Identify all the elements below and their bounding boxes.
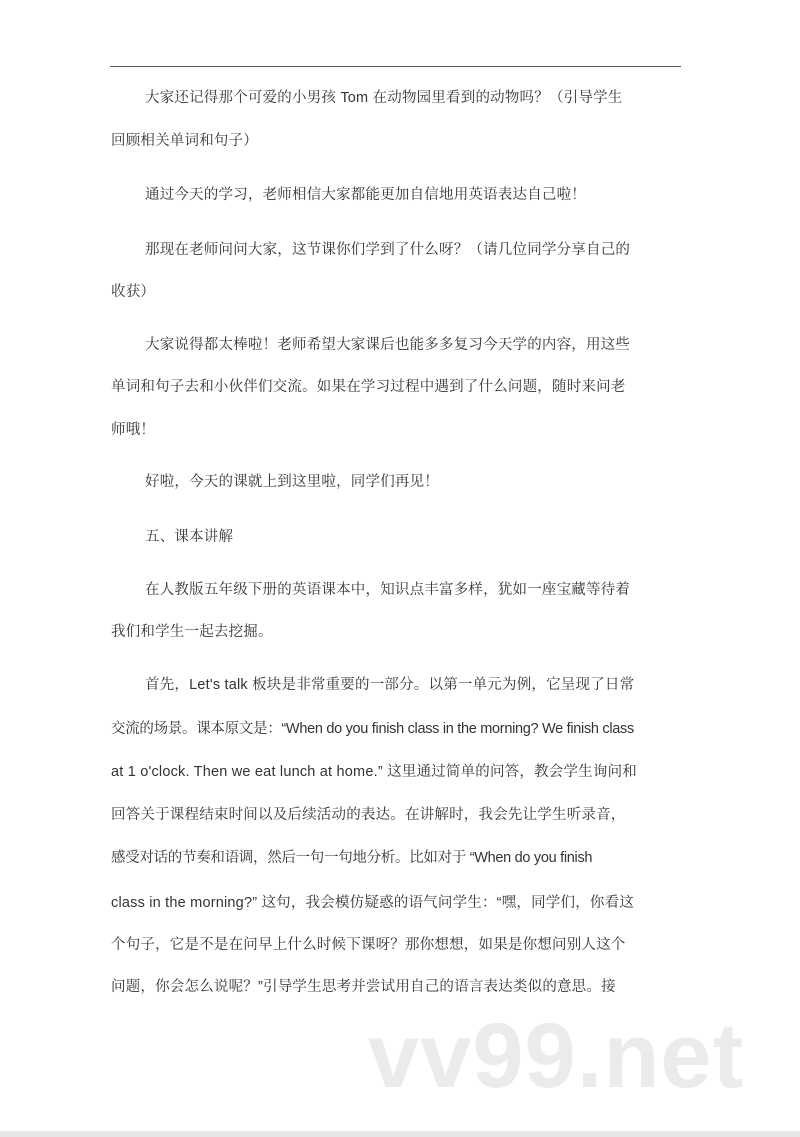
text-line: 通过今天的学习，老师相信大家都能更加自信地用英语表达自己啦！ — [145, 187, 586, 203]
text-line: 感受对话的节奏和语调，然后一句一句地分析。比如对于 “When do you finish — [111, 850, 593, 866]
text-line: 大家说得都太棒啦！老师希望大家课后也能多多复习今天学的内容，用这些 — [145, 337, 631, 353]
text-line: 好啦，今天的课就上到这里啦，同学们再见！ — [145, 474, 439, 490]
text-line: 首先，Let's talk 板块是非常重要的一部分。以第一单元为例，它呈现了日常 — [145, 677, 635, 693]
text-line: 师哦！ — [111, 422, 156, 438]
text-line: 个句子，它是不是在问早上什么时候下课呀？那你想想，如果是你想问别人这个 — [111, 937, 626, 953]
header-rule — [110, 66, 681, 67]
section-heading: 五、课本讲解 — [145, 529, 234, 545]
text-line: 交流的场景。课本原文是：“When do you finish class in the morning? We finish class — [111, 721, 634, 737]
text-line: 单词和句子去和小伙伴们交流。如果在学习过程中遇到了什么问题，随时来问老 — [111, 379, 626, 395]
text-line: class in the morning?” 这句，我会模仿疑惑的语气问学生：“嘿，同学们，你看这 — [111, 895, 634, 911]
text-line: 回答关于课程结束时间以及后续活动的表达。在讲解时，我会先让学生听录音， — [111, 807, 626, 823]
text-line: 问题，你会怎么说呢？”引导学生思考并尝试用自己的语言表达类似的意思。接 — [111, 979, 616, 995]
text-line: 回顾相关单词和句子） — [111, 133, 258, 149]
text-line: at 1 o'clock. Then we eat lunch at home.” 这里通过简单的问答，教会学生询问和 — [111, 764, 637, 780]
watermark: vv99.net — [368, 1005, 745, 1107]
text-line: 那现在老师问问大家，这节课你们学到了什么呀？（请几位同学分享自己的 — [145, 242, 631, 258]
text-line: 大家还记得那个可爱的小男孩 Tom 在动物园里看到的动物吗？（引导学生 — [145, 90, 623, 106]
page-bottom-edge — [0, 1131, 800, 1137]
text-line: 在人教版五年级下册的英语课本中，知识点丰富多样，犹如一座宝藏等待着 — [145, 582, 631, 598]
text-line: 收获） — [111, 284, 156, 300]
text-line: 我们和学生一起去挖掘。 — [111, 624, 273, 640]
